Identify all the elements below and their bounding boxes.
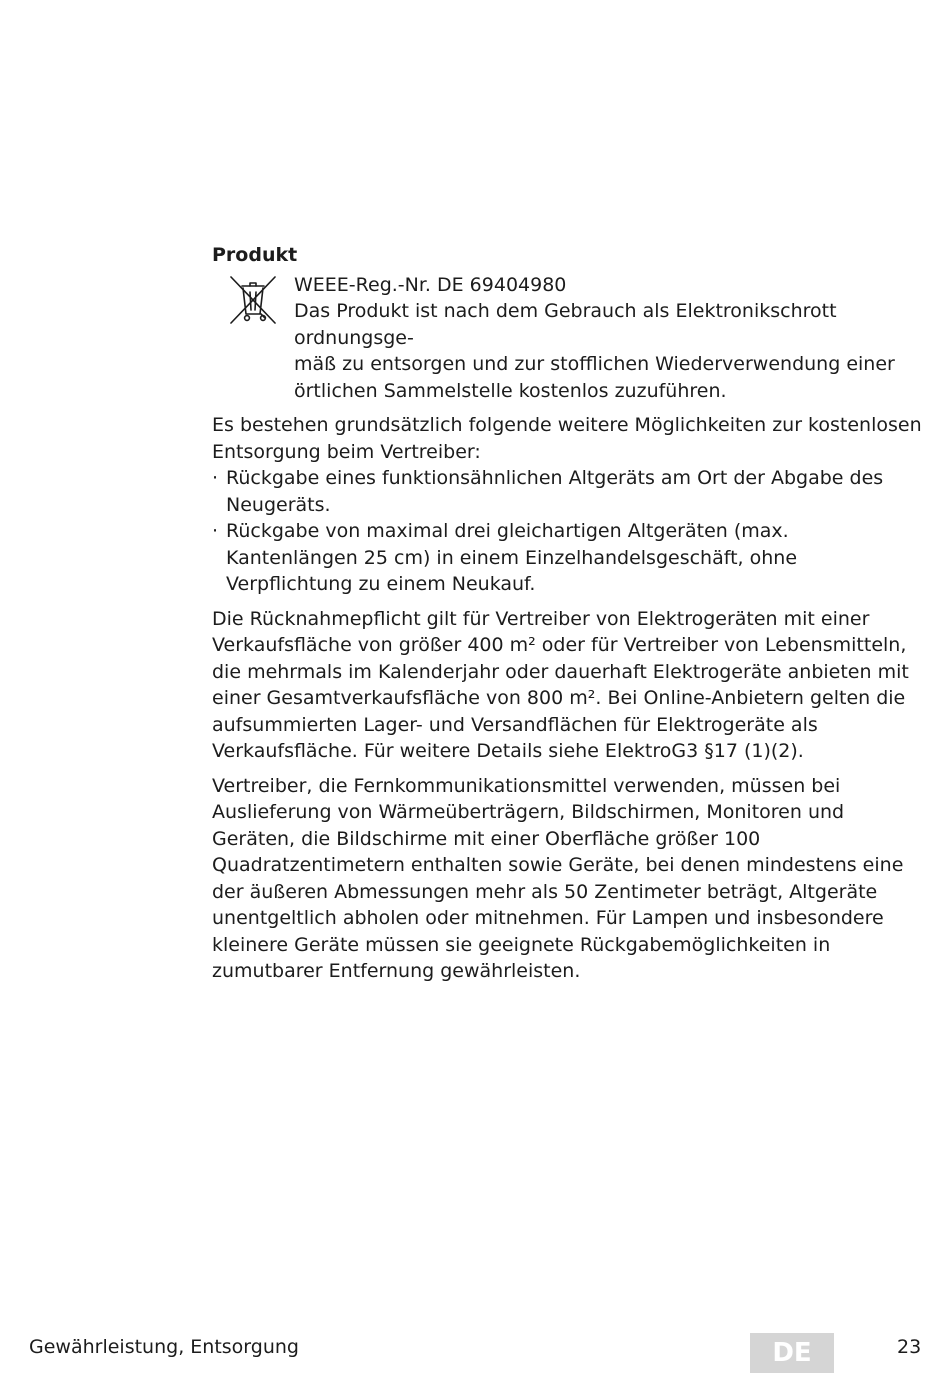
list-item	[212, 518, 924, 598]
language-badge: DE	[750, 1333, 834, 1373]
weee-text-line: mäß zu entsorgen und zur stofflichen Wiederverwendung einer	[294, 353, 895, 375]
list-item-text: Rückgabe eines funktionsähnlichen Altgeräts am Ort der Abgabe des Neugeräts.	[226, 467, 884, 516]
bullet-marker: ·	[212, 467, 219, 489]
list-item	[212, 465, 924, 518]
weee-text-line: Das Produkt ist nach dem Gebrauch als Elektronikschrott ordnungsge-	[294, 300, 837, 349]
list-item-text: Rückgabe von maximal drei gleichartigen Altgeräten (max. Kantenlängen 25 cm) in einem Einzelhandelsgeschäft, ohne Verpflichtung zu einem Neukauf.	[226, 520, 798, 595]
section-heading: Produkt	[212, 244, 298, 266]
weee-text-line: örtlichen Sammelstelle kostenlos zuzuführen.	[294, 379, 727, 402]
options-intro-paragraph: Es bestehen grundsätzlich folgende weitere Möglichkeiten zur kostenlosen Entsorgung beim Vertreiber:	[212, 414, 922, 463]
page-number: 23	[897, 1336, 922, 1358]
distance-selling-paragraph: Vertreiber, die Fernkommunikationsmittel verwenden, müssen bei Auslieferung von Wärmeüberträgern, Bildschirmen, Monitoren und Geräten, die Bildschirme mit einer Oberfläche größer 100 Quadratzentimetern enthalten sowie Geräte, bei denen mindestens eine der äußeren Abmessungen mehr als 50 Zentimeter beträgt, Altgeräte unentgeltlich abholen oder mitnehmen. Für Lampen und insbesondere kleinere Geräte müssen sie geeignete Rückgabemöglichkeiten in zumutbarer Entfernung gewährleisten.	[212, 774, 904, 982]
bullet-marker: ·	[212, 520, 219, 542]
weee-notice	[212, 272, 924, 405]
weee-registration-number: WEEE-Reg.-Nr. DE 69404980	[294, 273, 567, 296]
crossed-out-wheelie-bin-icon	[228, 274, 278, 326]
footer-section-title: Gewährleistung, Entsorgung	[29, 1336, 299, 1358]
return-options-list	[212, 465, 924, 598]
obligation-paragraph: Die Rücknahmepflicht gilt für Vertreiber von Elektrogeräten mit einer Verkaufsfläche von größer 400 m² oder für Vertreiber von Lebensmitteln, die mehrmals im Kalenderjahr oder dauerhaft Elektrogeräte anbieten mit einer Gesamtverkaufsfläche von 800 m². Bei Online-Anbietern gelten die aufsummierten Lager- und Versandflächen für Elektrogeräte als Verkaufsfläche. Für weitere Details siehe ElektroG3 §17 (1)(2).	[212, 607, 909, 762]
document-body	[212, 242, 924, 993]
